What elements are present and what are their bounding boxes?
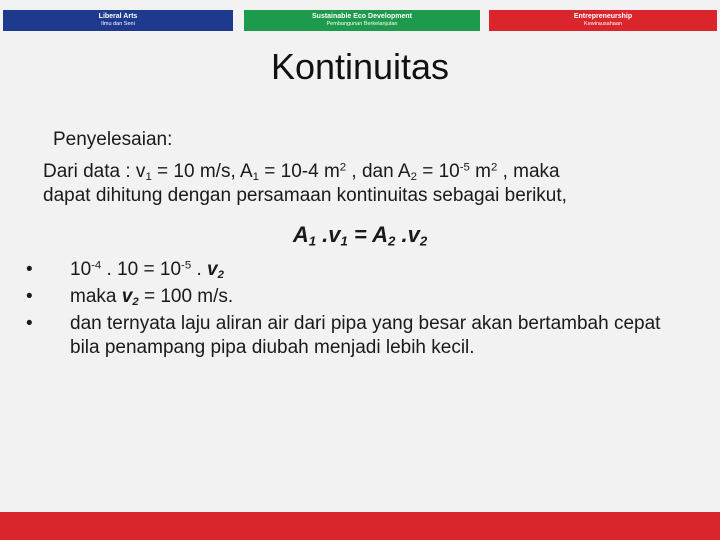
- bullet-icon: •: [26, 259, 33, 280]
- penyelesaian-label: Penyelesaian:: [53, 129, 173, 150]
- given-data-line: Dari data : $v_1 = 10$ m/s, $A_1 = 10-4$ $m^2$ , dan $A_2 = 10^{-5}$ $m^2$ , maka: [43, 161, 560, 183]
- slide-title: Kontinuitas: [270, 46, 450, 87]
- header-left-subtitle: Ilmu dan Seni: [101, 21, 135, 27]
- header-bar-sustainable: [244, 10, 480, 31]
- method-line: dapat dihitung dengan persamaan kontinuitas sebagai berikut,: [43, 185, 567, 206]
- header-left-title: Liberal Arts: [98, 13, 138, 20]
- header-bar-liberal-arts: [3, 10, 233, 31]
- bullet-icon: •: [26, 313, 33, 334]
- list-item: • maka $v_2 = 100$ m/s.: [26, 286, 234, 308]
- conclusion-text: dan ternyata laju aliran air dari pipa yang besar akan bertambah cepat bila penampang pipa diubah menjadi lebih kecil.: [70, 313, 661, 358]
- list-item: • $10^{-4}$ . $10 = 10^{-5}$ . $v_2$: [26, 259, 224, 281]
- header-right-title: Entrepreneurship: [573, 13, 633, 20]
- continuity-equation: $A_1$ $.v_1 = A_2$ $.v_2$: [292, 222, 428, 249]
- bullet-icon: •: [26, 286, 33, 307]
- header-middle-subtitle: Pembangunan Berkelanjutan: [326, 21, 398, 27]
- list-item: [22, 312, 682, 360]
- header-bar-entrepreneurship: [489, 10, 717, 31]
- header-right-subtitle: Kewirausahaan: [584, 21, 622, 27]
- footer-bar: [0, 512, 720, 540]
- header-middle-title: Sustainable Eco Development: [312, 13, 412, 20]
- solution-steps: [22, 258, 682, 363]
